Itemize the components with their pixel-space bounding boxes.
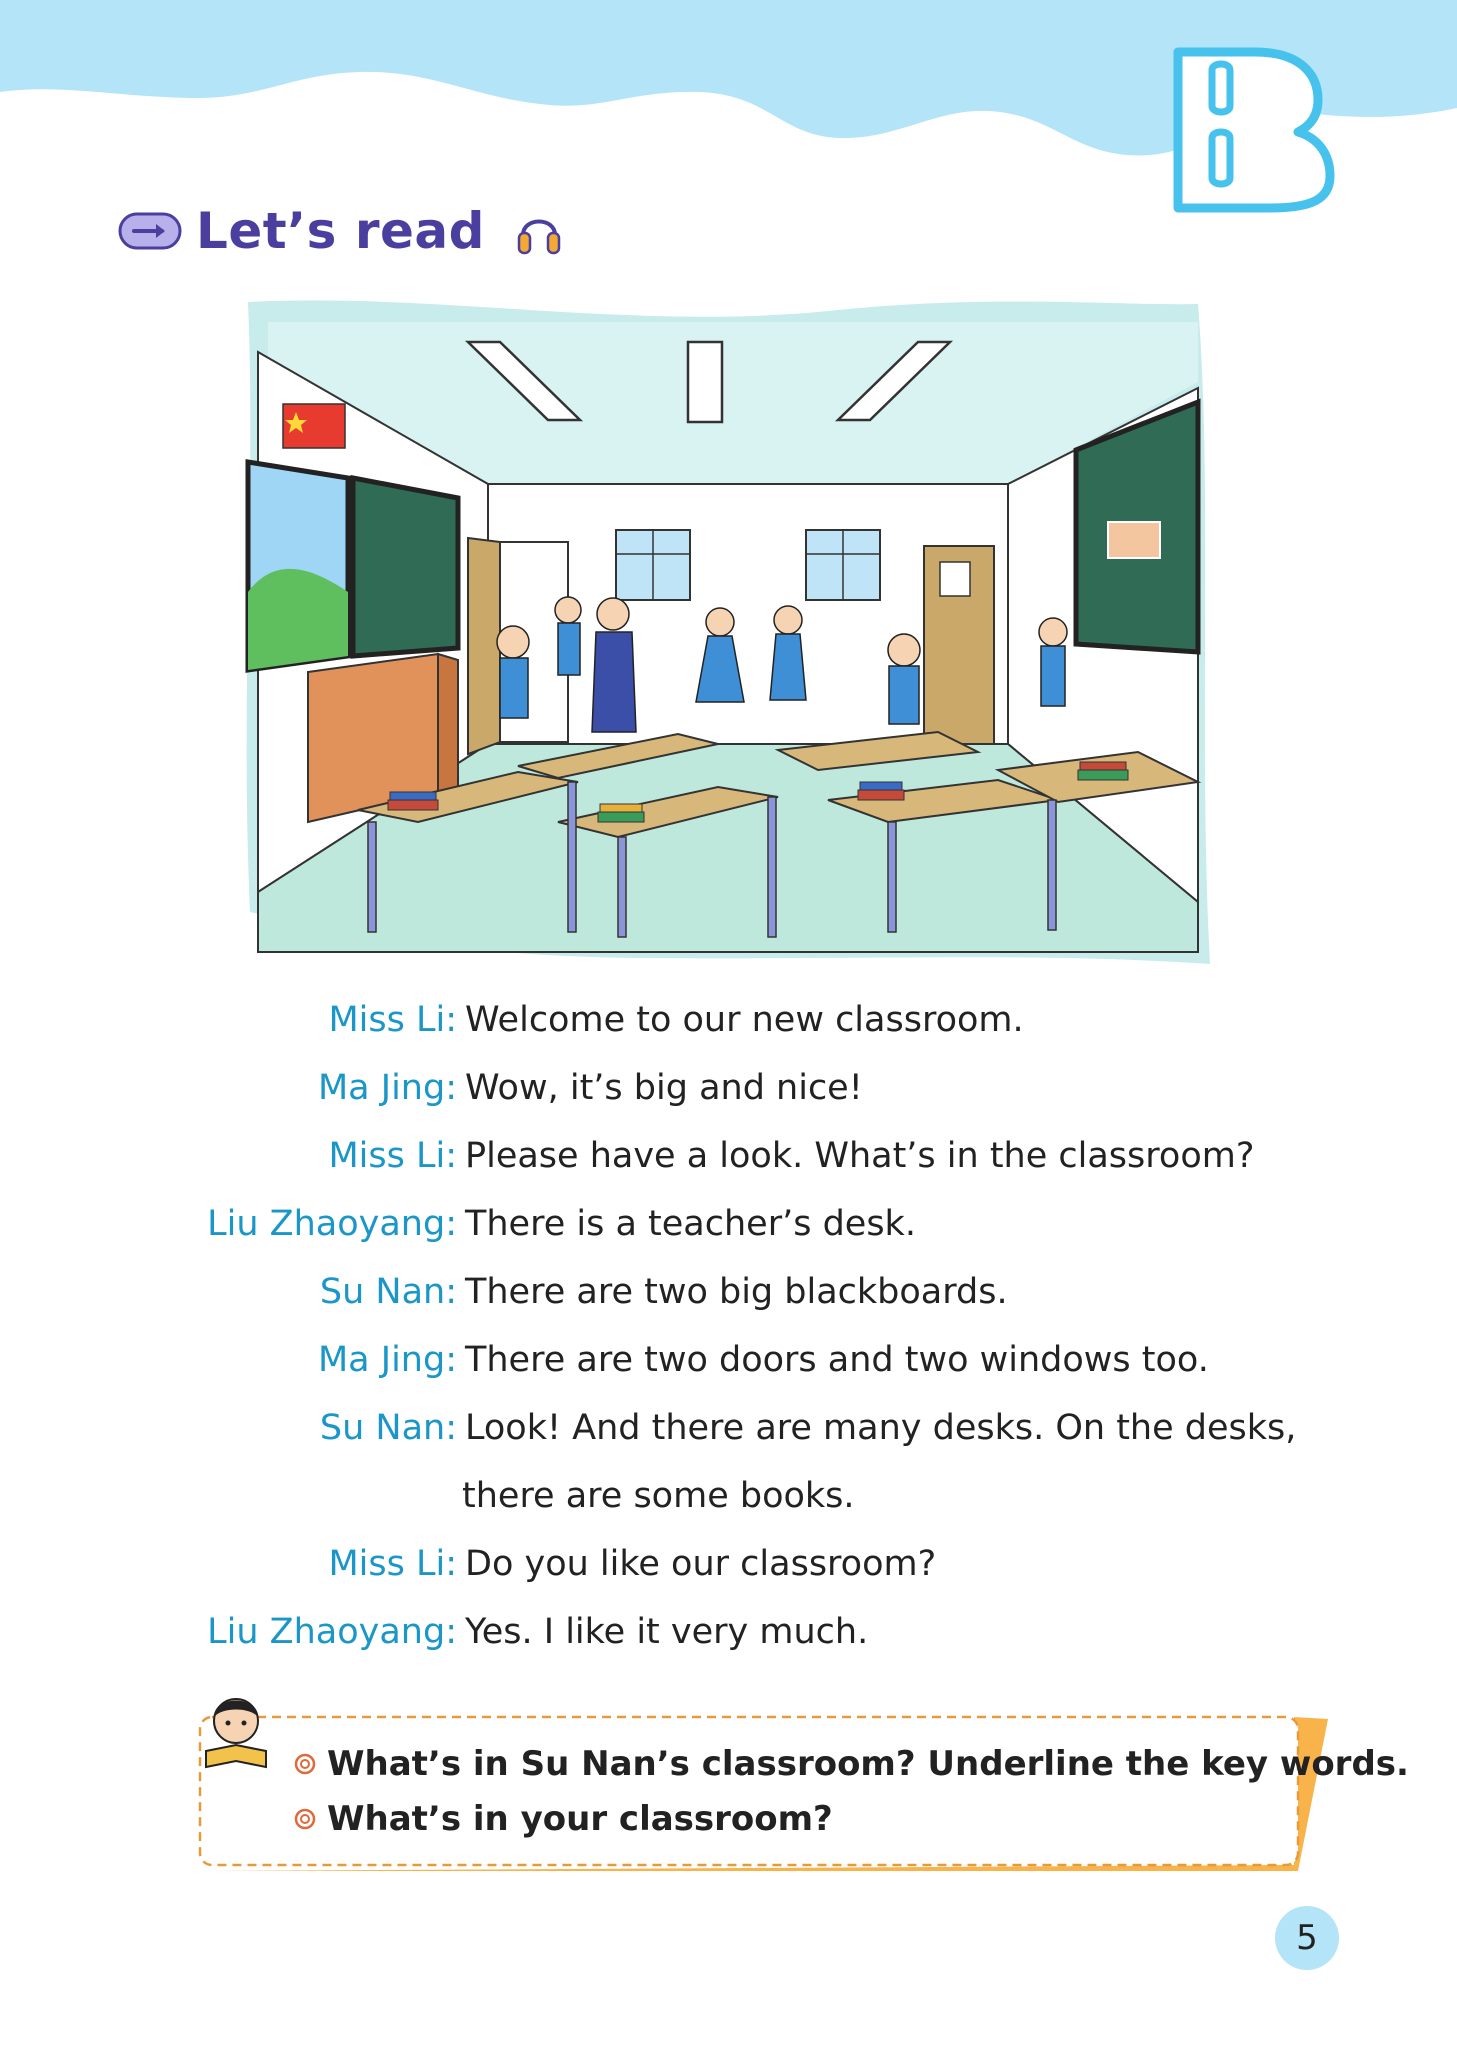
section-letter: B — [1160, 40, 1161, 41]
bullet-circle-icon — [293, 1807, 317, 1831]
section-letter-badge — [1160, 40, 1340, 215]
speaker-name: Miss Li: — [328, 1544, 457, 1584]
speaker-name: Miss Li: — [328, 1136, 457, 1176]
dialogue-line — [0, 1534, 1457, 1602]
task-question-text: What’s in your classroom? — [327, 1799, 833, 1839]
speaker-name: Su Nan: — [319, 1272, 457, 1312]
dialogue-line — [0, 1262, 1457, 1330]
speech-text: Look! And there are many desks. On the desks, — [465, 1408, 1297, 1448]
bullet-circle-icon — [293, 1752, 317, 1776]
speaker-name: Ma Jing: — [317, 1340, 457, 1380]
headphones-icon[interactable] — [515, 205, 563, 257]
task-question-text: What’s in Su Nan’s classroom? Underline the key words. — [327, 1744, 1409, 1784]
page-title: Let’s read — [196, 202, 485, 260]
section-heading — [118, 196, 563, 266]
speech-text: There are two doors and two windows too. — [465, 1340, 1209, 1380]
speech-text: Welcome to our new classroom. — [465, 1000, 1024, 1040]
dialogue-line — [0, 1058, 1457, 1126]
speaker-name: Su Nan: — [319, 1408, 457, 1448]
dialogue-line — [0, 1398, 1457, 1466]
speech-text: Please have a look. What’s in the classroom? — [465, 1136, 1255, 1176]
page-number: 5 — [1275, 1906, 1339, 1970]
dialogue-line — [0, 1126, 1457, 1194]
task-question — [293, 1739, 1409, 1789]
dialogue-line — [0, 990, 1457, 1058]
speech-text: There are two big blackboards. — [465, 1272, 1008, 1312]
speech-text: Wow, it’s big and nice! — [465, 1068, 863, 1108]
task-box — [198, 1715, 1409, 1867]
classroom-illustration — [238, 292, 1218, 972]
speaker-name: Ma Jing: — [317, 1068, 457, 1108]
speech-text: Yes. I like it very much. — [465, 1612, 869, 1652]
dialogue-line — [0, 1602, 1457, 1670]
dialogue-line — [0, 1330, 1457, 1398]
task-question — [293, 1794, 833, 1844]
dialogue-line — [0, 1194, 1457, 1262]
reading-boy-icon — [198, 1689, 276, 1769]
dialogue — [0, 990, 1457, 1670]
arrow-pill-icon — [118, 212, 182, 250]
speech-text: there are some books. — [462, 1476, 855, 1516]
speech-text: There is a teacher’s desk. — [465, 1204, 916, 1244]
speech-text: Do you like our classroom? — [465, 1544, 937, 1584]
speaker-name: Miss Li: — [328, 1000, 457, 1040]
dialogue-line-continuation — [0, 1466, 1457, 1534]
speaker-name: Liu Zhaoyang: — [207, 1612, 457, 1652]
speaker-name: Liu Zhaoyang: — [207, 1204, 457, 1244]
